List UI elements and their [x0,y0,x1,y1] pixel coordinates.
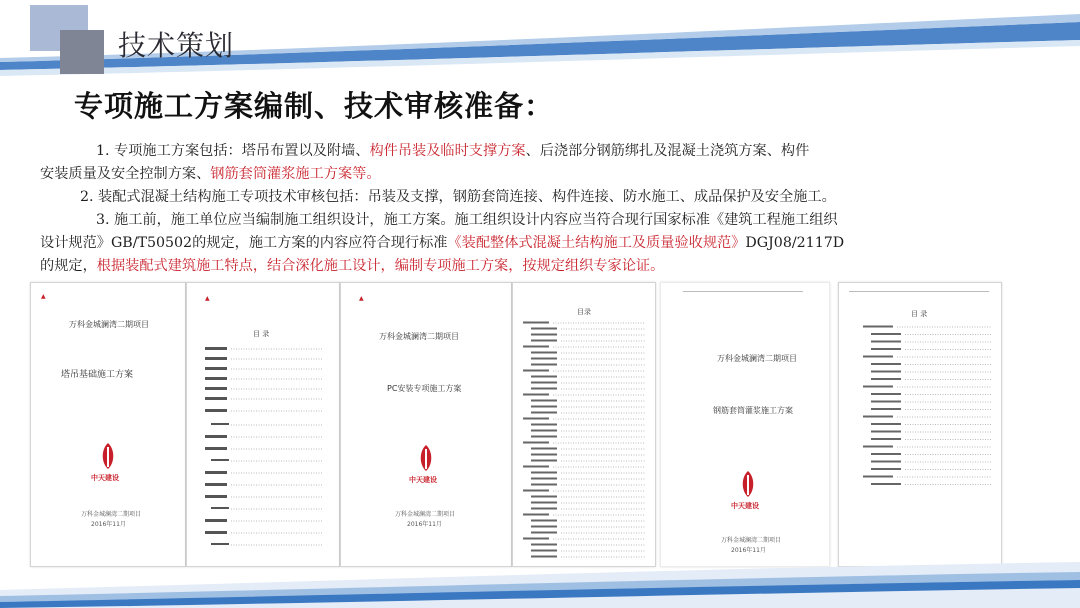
doc5-logo-text: 中天建设 [731,502,759,510]
doc3-footer: 万科金城澜湾二期项目 [395,511,456,518]
doc1-project: 万科金城澜湾二期项目 [69,320,149,329]
doc1-date: 2016年11月 [91,521,126,528]
doc-thumb-toc-3 [838,282,1002,567]
doc3-logo-text: 中天建设 [409,476,437,484]
paragraph-line [40,163,381,186]
body-text: 安装质量及安全控制方案、 [40,166,211,182]
paragraph-line [40,232,844,255]
doc2-toc-title: 目 录 [253,330,270,338]
doc3-title: PC安装专项施工方案 [387,384,462,393]
doc5-date: 2016年11月 [731,547,766,554]
paragraph-line [96,140,809,163]
doc6-toc-title: 目 录 [911,310,928,318]
company-logo-icon [93,441,123,471]
body-text: 1. 专项施工方案包括：塔吊布置以及附墙、 [96,143,370,159]
doc3-project: 万科金城澜湾二期项目 [379,332,459,341]
doc-thumb-toc-2 [512,282,656,567]
toc-lines-2 [521,319,649,564]
header-title: 技术策划 [118,29,235,62]
header-square-dark [60,30,104,74]
body-text: 3. 施工前，施工单位应当编制施工组织设计，施工方案。施工组织设计内容应当符合现行国家标准《建筑工程施工组织 [96,212,838,228]
highlight-text: 《装配整体式混凝土结构施工及质量验收规范》 [447,235,746,251]
doc4-toc-title: 目录 [577,308,591,316]
body-text: 的规定， [40,258,97,274]
footer-wave-decoration [0,560,1080,608]
highlight-text: 构件吊装及临时支撑方案 [369,143,526,159]
toc-lines-1 [201,345,329,560]
highlight-text: 根据装配式建筑施工特点，结合深化施工设计，编制专项施工方案，按规定组织专家论证。 [96,258,665,274]
body-text: 设计规范》GB/T50502的规定，施工方案的内容应符合现行标准 [40,235,448,251]
doc1-footer: 万科金城澜湾二期项目 [81,511,142,518]
body-text: DGJ08/2117D [745,235,845,251]
paragraph-line [40,255,664,278]
doc5-project: 万科金城澜湾二期项目 [717,354,797,363]
toc-lines-3 [859,323,995,503]
company-logo-icon [733,469,763,499]
highlight-text: 钢筋套筒灌浆施工方案等。 [210,166,381,182]
company-logo-icon [411,443,441,473]
doc-thumb-pc-install-plan: ▲ 万科金城澜湾二期项目 PC安装专项施工方案 中天建设 万科金城澜湾二期项目 2016年11月 [340,282,512,567]
doc3-date: 2016年11月 [407,521,442,528]
paragraph-line [80,186,836,209]
body-text: 2. 装配式混凝土结构施工专项技术审核包括：吊装及支撑，钢筋套筒连接、构件连接、防水施工、成品保护及安全施工。 [80,189,836,205]
doc1-logo-text: 中天建设 [91,474,119,482]
paragraph-line [96,209,838,232]
section-heading: 专项施工方案编制、技术审核准备： [74,89,555,123]
doc1-title: 塔吊基础施工方案 [61,370,134,380]
doc5-title: 钢筋套筒灌浆施工方案 [713,406,793,415]
doc-thumb-grouting-plan [660,282,830,567]
doc5-footer: 万科金城澜湾二期项目 [721,537,782,544]
doc-thumb-tower-crane-plan: ▲ 万科金城澜湾二期项目 塔吊基础施工方案 中天建设 万科金城澜湾二期项目 2016年11月 [30,282,186,567]
body-text: 、后浇部分钢筋绑扎及混凝土浇筑方案、构件 [525,143,810,159]
doc-thumb-toc-1: ▲ 目 录 [186,282,340,567]
